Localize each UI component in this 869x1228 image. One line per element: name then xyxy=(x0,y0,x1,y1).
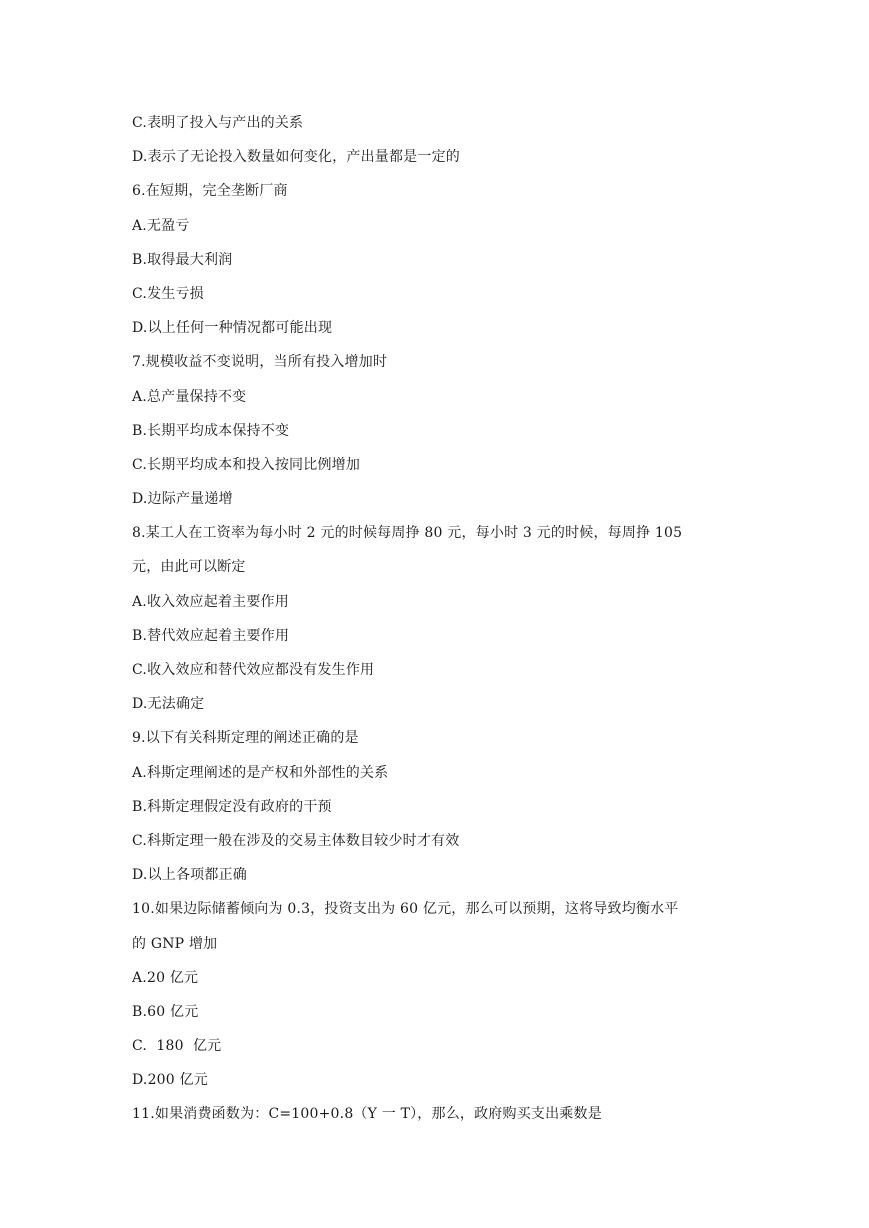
question-stem: 10.如果边际储蓄倾向为 0.3，投资支出为 60 亿元，那么可以预期，这将导致均衡水平 xyxy=(132,901,679,918)
question-stem: 7.规模收益不变说明，当所有投入增加时 xyxy=(132,354,388,371)
answer-option: C.收入效应和替代效应都没有发生作用 xyxy=(132,662,375,678)
answer-option: A.无盈亏 xyxy=(132,217,190,234)
answer-option: D.以上任何一种情况都可能出现 xyxy=(132,320,333,337)
answer-option: C. 180 亿元 xyxy=(132,1038,222,1055)
answer-option: B.替代效应起着主要作用 xyxy=(132,627,290,644)
answer-option: D.以上各项都正确 xyxy=(132,867,247,884)
answer-option: C.科斯定理一般在涉及的交易主体数目较少时才有效 xyxy=(132,832,460,849)
question-stem: 8.某工人在工资率为每小时 2 元的时候每周挣 80 元，每小时 3 元的时候，每周挣 105 xyxy=(132,525,683,542)
question-stem-continued: 的 GNP 增加 xyxy=(132,935,218,952)
question-stem: 11.如果消费函数为：C=100+0.8（Y 一 T），那么，政府购买支出乘数是 xyxy=(132,1106,602,1123)
answer-option: B.取得最大利润 xyxy=(132,251,233,268)
answer-option: C.发生亏损 xyxy=(132,285,204,302)
question-stem: 9.以下有关科斯定理的阐述正确的是 xyxy=(132,730,359,747)
answer-option: A.20 亿元 xyxy=(132,969,199,986)
text-line: D.表示了无论投入数量如何变化，产出量都是一定的 xyxy=(132,149,460,166)
answer-option: A.科斯定理阐述的是产权和外部性的关系 xyxy=(132,764,389,781)
answer-option: C.长期平均成本和投入按同比例增加 xyxy=(132,456,361,473)
answer-option: B.科斯定理假定没有政府的干预 xyxy=(132,798,332,815)
answer-option: A.收入效应起着主要作用 xyxy=(132,593,289,610)
question-stem-continued: 元，由此可以断定 xyxy=(132,559,246,576)
answer-option: D.200 亿元 xyxy=(132,1072,208,1089)
document-body xyxy=(132,111,742,1137)
answer-option: D.边际产量递增 xyxy=(132,491,233,508)
answer-option: B.60 亿元 xyxy=(132,1003,199,1020)
answer-option: B.长期平均成本保持不变 xyxy=(132,422,290,439)
question-stem: 6.在短期，完全垄断厂商 xyxy=(132,183,288,200)
answer-option: A.总产量保持不变 xyxy=(132,388,247,405)
answer-option: D.无法确定 xyxy=(132,696,205,713)
text-line: C.表明了投入与产出的关系 xyxy=(132,115,304,131)
